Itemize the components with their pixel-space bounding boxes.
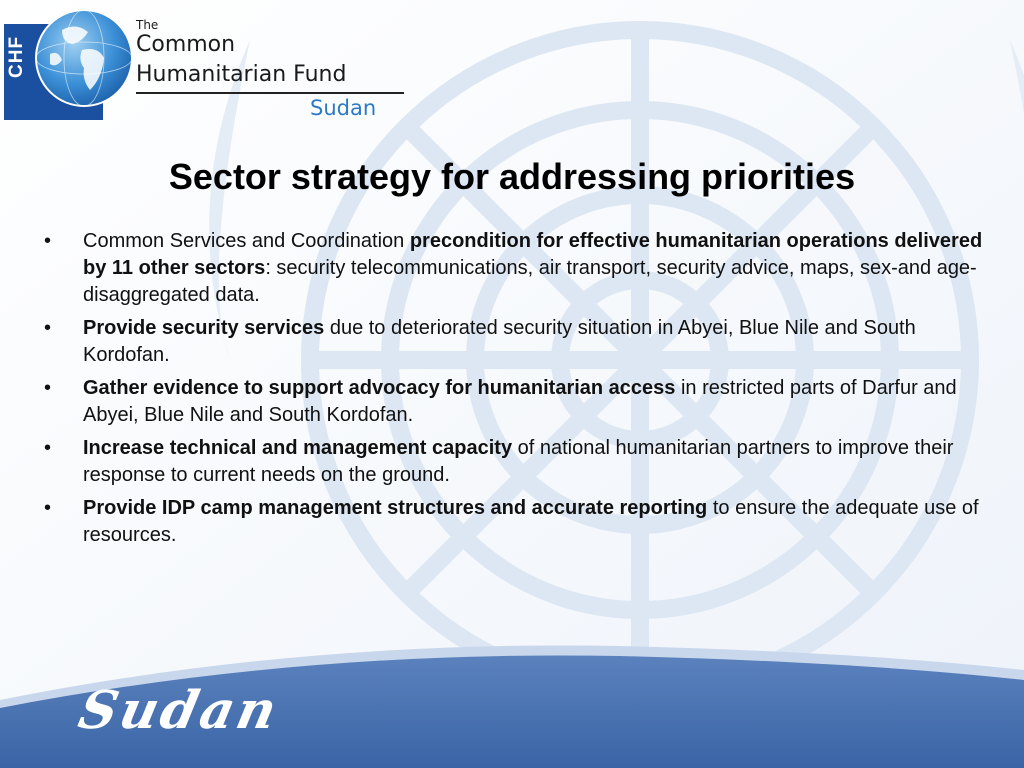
logo-country: Sudan [310,96,377,120]
chf-badge-text: CHF [6,35,27,78]
bullet-marker: • [44,377,52,399]
bullet-text: in restricted parts of Darfur and Abyei, Blue Nile and South Kordofan. [83,377,957,426]
bullet-emphasis: precondition for effective humanitarian operations delivered by 11 other sectors [83,230,983,279]
bullet-item [44,435,994,489]
slide-title: Sector strategy for addressing priorities [168,156,856,197]
bullet-marker: • [44,230,52,252]
bullet-marker: • [44,497,52,519]
bullet-item [44,495,994,549]
logo-divider [136,92,404,94]
bullet-emphasis: Provide security services [83,317,325,339]
bullet-item [44,375,994,429]
bullet-list [44,228,994,555]
logo-the: The [136,18,159,32]
bullet-text: of national humanitarian partners to improve their response to current needs on the ground. [83,437,954,486]
bullet-emphasis: Gather evidence to support advocacy for humanitarian access [83,377,676,399]
bullet-text: Common Services and Coordination [83,230,410,252]
bullet-marker: • [44,317,52,339]
bullet-text: : security telecommunications, air transport, security advice, maps, sex-and age-disaggregated data. [83,257,977,306]
bullet-item [44,315,994,369]
footer-sudan-wordmark: Sudan [73,680,285,741]
bullet-text: to ensure the adequate use of resources. [83,497,979,546]
globe-icon [32,2,136,120]
bullet-marker: • [44,437,52,459]
bullet-emphasis: Provide IDP camp management structures and accurate reporting [83,497,708,519]
bullet-item [44,228,994,309]
bullet-emphasis: Increase technical and management capacity [83,437,513,459]
logo-fund: Humanitarian Fund [136,62,347,87]
logo-common: Common [136,32,236,57]
chf-logo [2,2,404,122]
bullet-text: due to deteriorated security situation in Abyei, Blue Nile and South Kordofan. [83,317,916,366]
